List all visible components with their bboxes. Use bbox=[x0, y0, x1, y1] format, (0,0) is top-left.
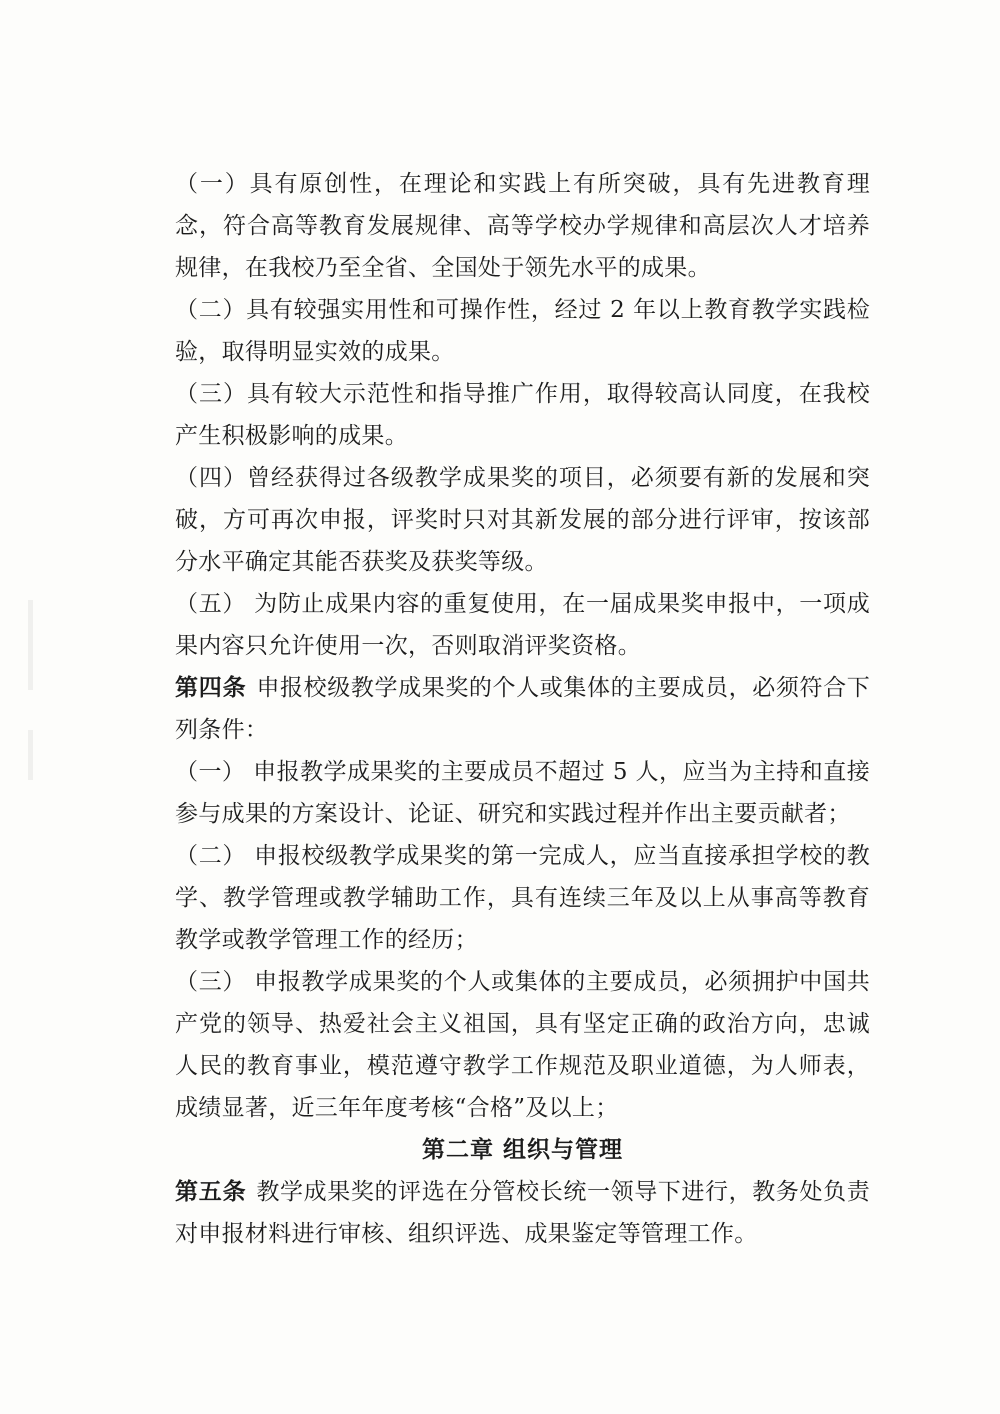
article-5-label: 第五条 bbox=[175, 1179, 247, 1205]
scan-artifact bbox=[28, 600, 33, 690]
criteria-item-4: （四）曾经获得过各级教学成果奖的项目，必须要有新的发展和突破，方可再次申报，评奖时只对其新发展的部分进行评审，按该部分水平确定其能否获奖及获奖等级。 bbox=[175, 465, 870, 575]
criteria-item-3: （三）具有较大示范性和指导推广作用，取得较高认同度，在我校产生积极影响的成果。 bbox=[175, 381, 870, 449]
article-4-item-2: （二） 申报校级教学成果奖的第一完成人，应当直接承担学校的教学、教学管理或教学辅助工作，具有连续三年及以上从事高等教育教学或教学管理工作的经历； bbox=[175, 843, 870, 953]
chapter-2-title: 第二章 组织与管理 bbox=[421, 1137, 623, 1163]
document-body bbox=[175, 163, 870, 1255]
article-4-item-1: （一） 申报教学成果奖的主要成员不超过 5 人，应当为主持和直接参与成果的方案设计、论证、研究和实践过程并作出主要贡献者； bbox=[175, 759, 870, 827]
criteria-item-1: （一）具有原创性，在理论和实践上有所突破，具有先进教育理念，符合高等教育发展规律、高等学校办学规律和高层次人才培养规律，在我校乃至全省、全国处于领先水平的成果。 bbox=[175, 171, 870, 281]
article-5-text: 教学成果奖的评选在分管校长统一领导下进行，教务处负责对申报材料进行审核、组织评选、成果鉴定等管理工作。 bbox=[175, 1179, 870, 1247]
article-4-label: 第四条 bbox=[175, 675, 247, 701]
criteria-item-2: （二）具有较强实用性和可操作性，经过 2 年以上教育教学实践检验，取得明显实效的成果。 bbox=[175, 297, 870, 365]
article-4-item-3: （三） 申报教学成果奖的个人或集体的主要成员，必须拥护中国共产党的领导、热爱社会主义祖国，具有坚定正确的政治方向，忠诚人民的教育事业，模范遵守教学工作规范及职业道德，为人师表，成绩显著，近三年年度考核“合格”及以上； bbox=[175, 969, 870, 1121]
article-4-text: 申报校级教学成果奖的个人或集体的主要成员，必须符合下列条件： bbox=[175, 675, 870, 743]
scan-artifact bbox=[28, 730, 33, 780]
criteria-item-5: （五） 为防止成果内容的重复使用，在一届成果奖申报中，一项成果内容只允许使用一次，否则取消评奖资格。 bbox=[175, 591, 870, 659]
article-4 bbox=[175, 667, 870, 751]
article-5 bbox=[175, 1171, 870, 1255]
